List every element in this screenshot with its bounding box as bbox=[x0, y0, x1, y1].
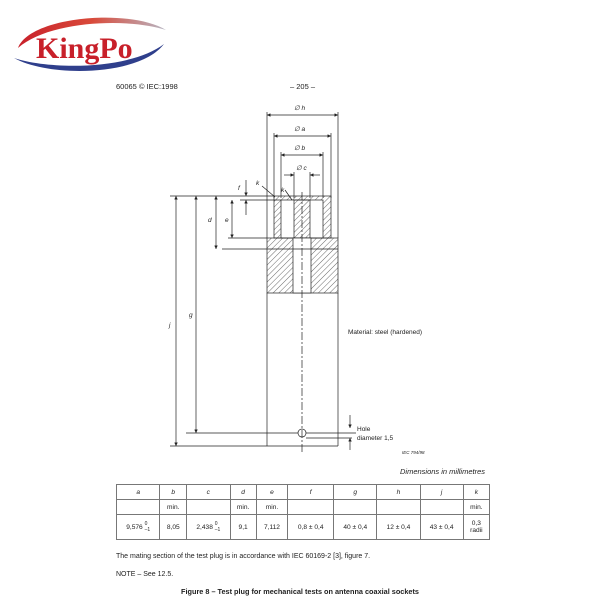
label-dia-a: ∅ a bbox=[294, 126, 306, 133]
value-e: 7,112 bbox=[256, 515, 288, 540]
k-leader-1 bbox=[262, 186, 275, 197]
value-g: 40 ± 0,4 bbox=[334, 515, 377, 540]
header-d: d bbox=[230, 485, 256, 500]
value-a-main: 9,576 bbox=[126, 523, 143, 531]
label-e: e bbox=[225, 217, 229, 224]
sub-f bbox=[288, 500, 334, 515]
plug-center-pin bbox=[294, 200, 310, 238]
value-c-main: 2,438 bbox=[196, 523, 213, 531]
header-h: h bbox=[377, 485, 420, 500]
sub-d: min. bbox=[230, 500, 256, 515]
page-number: – 205 – bbox=[290, 82, 316, 91]
header-k: k bbox=[463, 485, 489, 500]
header-a: a bbox=[117, 485, 160, 500]
material-note: Material: steel (hardened) bbox=[348, 329, 423, 336]
sub-b: min. bbox=[160, 500, 187, 515]
table-values-row bbox=[117, 515, 490, 540]
header-e: e bbox=[256, 485, 288, 500]
label-f: f bbox=[238, 185, 240, 192]
dimensions-table bbox=[116, 484, 490, 540]
mating-note: The mating section of the test plug is in accordance with IEC 60169-2 [3], figure 7. bbox=[116, 553, 371, 560]
value-j: 43 ± 0,4 bbox=[420, 515, 463, 540]
header-c: c bbox=[187, 485, 230, 500]
label-dia-c: ∅ c bbox=[296, 165, 307, 172]
sub-a bbox=[117, 500, 160, 515]
value-b: 8,05 bbox=[160, 515, 187, 540]
value-c-tol-bottom: –1 bbox=[214, 527, 221, 533]
sub-h bbox=[377, 500, 420, 515]
label-d: d bbox=[208, 217, 212, 224]
dimensions-caption: Dimensions in millimetres bbox=[400, 467, 486, 476]
header-b: b bbox=[160, 485, 187, 500]
hole-label-line2: diameter 1,5 bbox=[357, 435, 394, 442]
value-k-line2: radii bbox=[470, 527, 483, 534]
value-c bbox=[187, 515, 230, 540]
sub-g bbox=[334, 500, 377, 515]
header-g: g bbox=[334, 485, 377, 500]
table-subheader-row bbox=[117, 500, 490, 515]
label-dia-h: ∅ h bbox=[294, 105, 306, 112]
value-c-tol-top: 0 bbox=[214, 521, 218, 527]
value-f: 0,8 ± 0,4 bbox=[288, 515, 334, 540]
label-k-outer: k bbox=[256, 180, 260, 187]
header-j: j bbox=[420, 485, 463, 500]
label-k-inner: k bbox=[281, 187, 285, 194]
value-a bbox=[117, 515, 160, 540]
label-g: g bbox=[189, 312, 193, 319]
value-h: 12 ± 0,4 bbox=[377, 515, 420, 540]
value-d: 9,1 bbox=[230, 515, 256, 540]
table-header-row bbox=[117, 485, 490, 500]
sub-k: min. bbox=[463, 500, 489, 515]
value-a-tol-bottom: –1 bbox=[144, 527, 151, 533]
hole-label-line1: Hole bbox=[357, 426, 371, 433]
sub-j bbox=[420, 500, 463, 515]
sub-e: min. bbox=[256, 500, 288, 515]
value-a-tol-top: 0 bbox=[144, 521, 148, 527]
value-k-line1: 0,3 bbox=[471, 520, 481, 527]
figure-caption: Figure 8 – Test plug for mechanical tests on antenna coaxial sockets bbox=[181, 587, 419, 596]
header-f: f bbox=[288, 485, 334, 500]
standard-reference: 60065 © IEC:1998 bbox=[116, 82, 178, 91]
see-note: NOTE – See 12.5. bbox=[116, 571, 174, 578]
label-dia-b: ∅ b bbox=[294, 145, 306, 152]
iec-reference: IEC 794/98 bbox=[402, 450, 425, 455]
value-k bbox=[463, 515, 489, 540]
label-j: j bbox=[169, 322, 171, 329]
logo-wordmark: KingPo bbox=[36, 32, 133, 65]
sub-c bbox=[187, 500, 230, 515]
